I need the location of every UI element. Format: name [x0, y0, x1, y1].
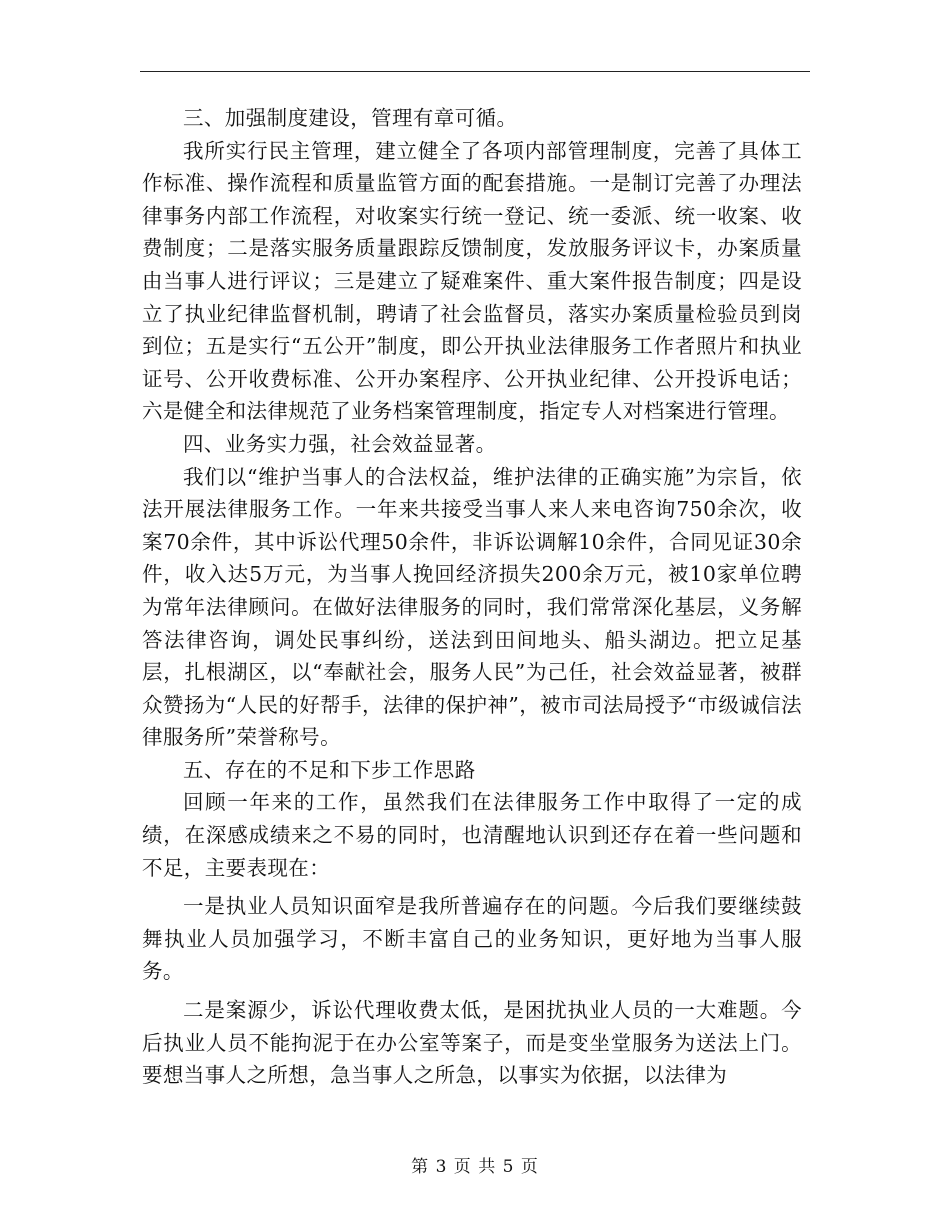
section-heading-5: 五、存在的不足和下步工作思路	[183, 757, 476, 782]
body-paragraph: 回顾一年来的工作，虽然我们在法律服务工作中取得了一定的成绩，在深感成绩来之不易的同时，也清醒地认识到还存在着一些问题和不足，主要表现在：	[142, 790, 802, 880]
body-paragraph: 我所实行民主管理，建立健全了各项内部管理制度，完善了具体工作标准、操作流程和质量监管方面的配套措施。一是制订完善了办理法律事务内部工作流程，对收案实行统一登记、统一委派、统一收案、收费制度；二是落实服务质量跟踪反馈制度，发放服务评议卡，办案质量由当事人进行评议；三是建立了疑难案件、重大案件报告制度；四是设立了执业纪律监督机制，聘请了社会监督员，落实办案质量检验员到岗到位；五是实行“五公开”制度，即公开执业法律服务工作者照片和执业证号、公开收费标准、公开办案程序、公开执业纪律、公开投诉电话；六是健全和法律规范了业务档案管理制度，指定专人对档案进行管理。	[142, 138, 802, 424]
page-number-footer: 第 3 页 共 5 页	[411, 1157, 539, 1177]
body-paragraph: 二是案源少，诉讼代理收费太低，是困扰执业人员的一大难题。今后执业人员不能拘泥于在办公室等案子，而是变坐堂服务为送法上门。要想当事人之所想，急当事人之所急，以事实为依据，以法律为	[142, 998, 802, 1088]
section-heading-3: 三、加强制度建设，管理有章可循。	[183, 106, 518, 130]
header-rule	[140, 71, 810, 72]
body-paragraph: 我们以“维护当事人的合法权益，维护法律的正确实施”为宗旨，依法开展法律服务工作。一年来共接受当事人来人来电咨询750余次，收案70余件，其中诉讼代理50余件，非诉讼调解10余件，合同见证30余件，收入达5万元，为当事人挽回经济损失200余万元，被10家单位聘为常年法律顾问。在做好法律服务的同时，我们常常深化基层，义务解答法律咨询，调处民事纠纷，送法到田间地头、船头湖边。把立足基层，扎根湖区，以“奉献社会，服务人民”为己任，社会效益显著，被群众赞扬为“人民的好帮手，法律的保护神”，被市司法局授予“市级诚信法律服务所”荣誉称号。	[142, 464, 802, 750]
section-heading-4: 四、业务实力强，社会效益显著。	[183, 431, 497, 456]
body-paragraph: 一是执业人员知识面窄是我所普遍存在的问题。今后我们要继续鼓舞执业人员加强学习，不断丰富自己的业务知识，更好地为当事人服务。	[142, 894, 802, 984]
document-body	[142, 102, 802, 1092]
